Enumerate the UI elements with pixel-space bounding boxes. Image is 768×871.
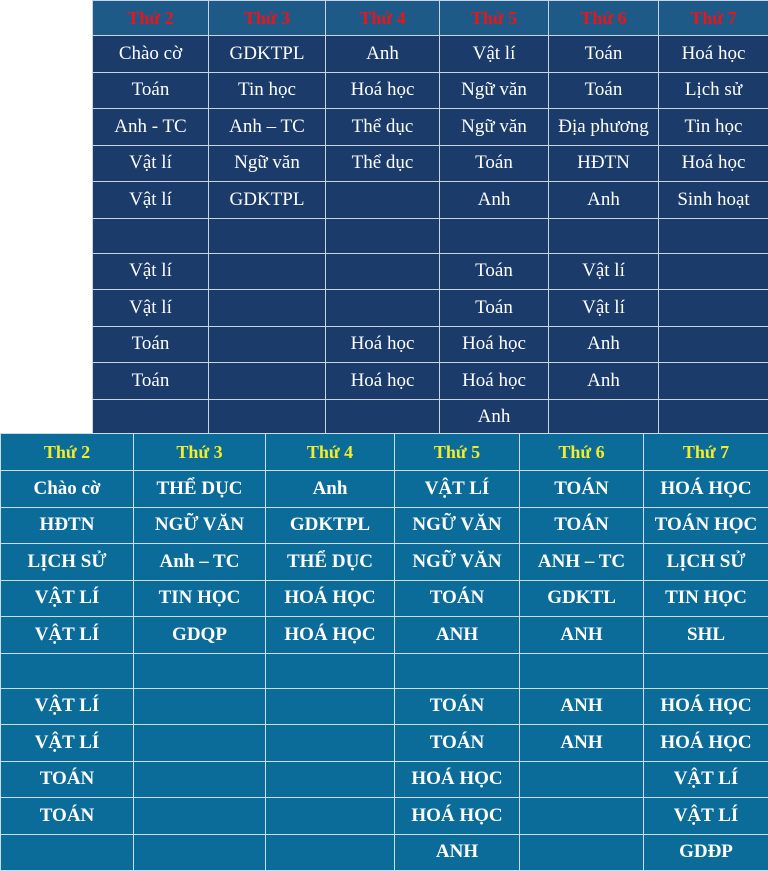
subject-cell: Hoá học [326, 326, 440, 363]
subject-cell: NGỮ VĂN [134, 507, 266, 544]
period-row [93, 253, 768, 290]
subject-cell [209, 218, 326, 253]
subject-cell: TOÁN [395, 688, 520, 725]
day-header: Thứ 2 [93, 1, 209, 36]
day-header: Thứ 4 [326, 1, 440, 36]
timetable-bottom [0, 433, 768, 871]
period-row [1, 471, 768, 508]
subject-cell [266, 653, 395, 688]
period-row [1, 761, 768, 798]
day-header: Thứ 7 [644, 434, 768, 471]
period-row [93, 109, 768, 146]
subject-cell: Vật lí [93, 145, 209, 182]
subject-cell: Anh [326, 36, 440, 73]
subject-cell: HĐTN [1, 507, 134, 544]
subject-cell [326, 218, 440, 253]
day-header: Thứ 2 [1, 434, 134, 471]
subject-cell: Hoá học [659, 36, 768, 73]
subject-cell: VẬT LÍ [1, 725, 134, 762]
subject-cell: Vật lí [549, 253, 659, 290]
period-row [93, 326, 768, 363]
subject-cell [134, 834, 266, 871]
subject-cell: TOÁN HỌC [644, 507, 768, 544]
period-row [1, 688, 768, 725]
subject-cell: VẬT LÍ [1, 580, 134, 617]
timetable-top [92, 0, 768, 436]
subject-cell [134, 688, 266, 725]
subject-cell: Vật lí [549, 290, 659, 327]
subject-cell [326, 182, 440, 219]
subject-cell: Tin học [659, 109, 768, 146]
subject-cell: Vật lí [93, 253, 209, 290]
day-header: Thứ 4 [266, 434, 395, 471]
subject-cell: TOÁN [395, 725, 520, 762]
period-row [1, 725, 768, 762]
subject-cell: Hoá học [326, 72, 440, 109]
subject-cell: Chào cờ [1, 471, 134, 508]
subject-cell: HĐTN [549, 145, 659, 182]
subject-cell: Lịch sử [659, 72, 768, 109]
subject-cell [93, 218, 209, 253]
subject-cell [659, 218, 768, 253]
header-row [93, 1, 768, 36]
subject-cell: TOÁN [520, 507, 644, 544]
day-header: Thứ 5 [395, 434, 520, 471]
period-row [93, 363, 768, 400]
subject-cell: VẬT LÍ [1, 688, 134, 725]
break-row [1, 653, 768, 688]
subject-cell: Toán [549, 36, 659, 73]
period-row [1, 507, 768, 544]
subject-cell [266, 798, 395, 835]
subject-cell: Anh [440, 399, 549, 436]
subject-cell: HOÁ HỌC [644, 688, 768, 725]
period-row [93, 72, 768, 109]
subject-cell [93, 399, 209, 436]
subject-cell: Toán [93, 326, 209, 363]
subject-cell: Ngữ văn [440, 109, 549, 146]
subject-cell [440, 218, 549, 253]
subject-cell: ANH [395, 834, 520, 871]
subject-cell: ANH [520, 725, 644, 762]
subject-cell: Thể dục [326, 109, 440, 146]
subject-cell: Hoá học [440, 363, 549, 400]
subject-cell: VẬT LÍ [644, 798, 768, 835]
subject-cell: GDĐP [644, 834, 768, 871]
subject-cell: Vật lí [93, 182, 209, 219]
subject-cell [326, 399, 440, 436]
subject-cell [1, 834, 134, 871]
period-row [93, 290, 768, 327]
subject-cell: SHL [644, 617, 768, 654]
subject-cell [659, 363, 768, 400]
subject-cell [659, 399, 768, 436]
subject-cell [549, 399, 659, 436]
subject-cell [659, 326, 768, 363]
subject-cell [266, 688, 395, 725]
subject-cell [209, 253, 326, 290]
subject-cell: TOÁN [395, 580, 520, 617]
subject-cell [266, 725, 395, 762]
subject-cell: Anh – TC [209, 109, 326, 146]
period-row [93, 182, 768, 219]
subject-cell: TOÁN [1, 761, 134, 798]
subject-cell: ANH [520, 688, 644, 725]
subject-cell [266, 761, 395, 798]
subject-cell: HOÁ HỌC [395, 798, 520, 835]
subject-cell: HOÁ HỌC [644, 471, 768, 508]
subject-cell: Toán [440, 290, 549, 327]
subject-cell: Hoá học [659, 145, 768, 182]
subject-cell: Anh - TC [93, 109, 209, 146]
subject-cell: VẬT LÍ [395, 471, 520, 508]
period-row [93, 399, 768, 436]
subject-cell [520, 834, 644, 871]
subject-cell: Toán [93, 363, 209, 400]
subject-cell: ANH [395, 617, 520, 654]
period-row [93, 145, 768, 182]
subject-cell: TOÁN [520, 471, 644, 508]
subject-cell: Sinh hoạt [659, 182, 768, 219]
day-header: Thứ 3 [209, 1, 326, 36]
subject-cell: THỂ DỤC [266, 544, 395, 581]
day-header: Thứ 7 [659, 1, 768, 36]
period-row [1, 834, 768, 871]
day-header: Thứ 6 [549, 1, 659, 36]
subject-cell: Ngữ văn [440, 72, 549, 109]
subject-cell: Ngữ văn [209, 145, 326, 182]
subject-cell: NGỮ VĂN [395, 544, 520, 581]
subject-cell [134, 725, 266, 762]
subject-cell [659, 290, 768, 327]
break-row [93, 218, 768, 253]
subject-cell: NGỮ VĂN [395, 507, 520, 544]
subject-cell [134, 653, 266, 688]
subject-cell: Anh [266, 471, 395, 508]
subject-cell: GDQP [134, 617, 266, 654]
subject-cell: GDKTL [520, 580, 644, 617]
subject-cell: GDKTPL [209, 36, 326, 73]
subject-cell: Toán [549, 72, 659, 109]
day-header: Thứ 6 [520, 434, 644, 471]
subject-cell: HOÁ HỌC [266, 580, 395, 617]
subject-cell: Vật lí [93, 290, 209, 327]
subject-cell [644, 653, 768, 688]
subject-cell: GDKTPL [209, 182, 326, 219]
period-row [1, 617, 768, 654]
subject-cell: Anh – TC [134, 544, 266, 581]
subject-cell [209, 363, 326, 400]
subject-cell: Chào cờ [93, 36, 209, 73]
subject-cell [134, 761, 266, 798]
subject-cell: LỊCH SỬ [644, 544, 768, 581]
header-row [1, 434, 768, 471]
subject-cell: Toán [440, 253, 549, 290]
subject-cell: VẬT LÍ [1, 617, 134, 654]
subject-cell [549, 218, 659, 253]
period-row [1, 580, 768, 617]
subject-cell: HOÁ HỌC [644, 725, 768, 762]
subject-cell: Anh [549, 182, 659, 219]
subject-cell: Vật lí [440, 36, 549, 73]
subject-cell: TIN HỌC [134, 580, 266, 617]
subject-cell [209, 290, 326, 327]
subject-cell [326, 253, 440, 290]
subject-cell: Anh [549, 326, 659, 363]
subject-cell [395, 653, 520, 688]
subject-cell: HOÁ HỌC [266, 617, 395, 654]
subject-cell: Địa phương [549, 109, 659, 146]
subject-cell [326, 290, 440, 327]
subject-cell [520, 761, 644, 798]
subject-cell [209, 326, 326, 363]
subject-cell: GDKTPL [266, 507, 395, 544]
subject-cell [520, 798, 644, 835]
subject-cell: Thể dục [326, 145, 440, 182]
subject-cell: Toán [440, 145, 549, 182]
period-row [1, 544, 768, 581]
period-row [93, 36, 768, 73]
subject-cell [520, 653, 644, 688]
subject-cell [659, 253, 768, 290]
subject-cell: ANH – TC [520, 544, 644, 581]
period-row [1, 798, 768, 835]
subject-cell: Tin học [209, 72, 326, 109]
subject-cell: LỊCH SỬ [1, 544, 134, 581]
subject-cell: Anh [549, 363, 659, 400]
subject-cell: Hoá học [440, 326, 549, 363]
subject-cell: Toán [93, 72, 209, 109]
day-header: Thứ 5 [440, 1, 549, 36]
subject-cell: THỂ DỤC [134, 471, 266, 508]
subject-cell [1, 653, 134, 688]
subject-cell: TOÁN [1, 798, 134, 835]
subject-cell: TIN HỌC [644, 580, 768, 617]
subject-cell [134, 798, 266, 835]
subject-cell: VẬT LÍ [644, 761, 768, 798]
subject-cell: ANH [520, 617, 644, 654]
subject-cell: Hoá học [326, 363, 440, 400]
subject-cell: HOÁ HỌC [395, 761, 520, 798]
day-header: Thứ 3 [134, 434, 266, 471]
subject-cell: Anh [440, 182, 549, 219]
subject-cell [209, 399, 326, 436]
subject-cell [266, 834, 395, 871]
